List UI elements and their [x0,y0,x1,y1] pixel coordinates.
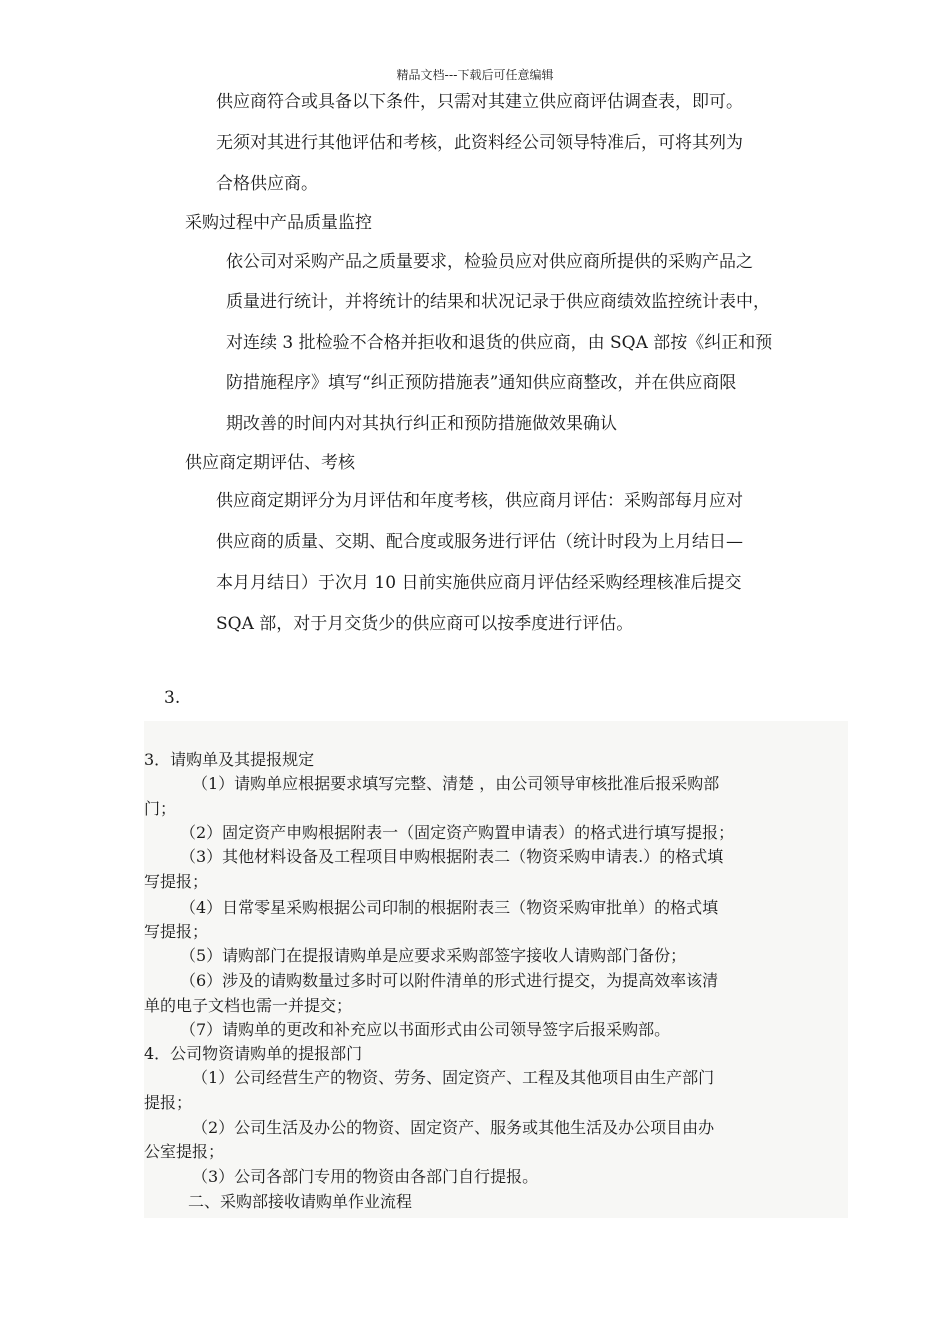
section-heading: 3．请购单及其提报规定 [144,750,315,769]
list-item: （2）公司生活及办公的物资、固定资产、服务或其他生活及办公项目由办 [192,1118,715,1137]
list-item-continuation: 公室提报； [144,1142,225,1161]
section-heading: 二、采购部接收请购单作业流程 [188,1192,413,1211]
shaded-content-block [144,721,848,1218]
list-item: （1）公司经营生产的物资、劳务、固定资产、工程及其他项目由生产部门 [192,1068,715,1087]
list-item-continuation: 单的电子文档也需一并提交； [144,996,353,1015]
paragraph-line: 质量进行统计，并将统计的结果和状况记录于供应商绩效监控统计表中， [226,292,770,312]
section-heading: 供应商定期评估、考核 [185,453,355,473]
list-item: （4）日常零星采购根据公司印制的根据附表三（物资采购审批单）的格式填 [180,898,719,917]
page-header: 精品文档---下载后可任意编辑 [396,68,554,82]
paragraph-line: 本月月结日）于次月 10 日前实施供应商月评估经采购经理核准后提交 [216,573,742,593]
list-item: （1）请购单应根据要求填写完整、清楚 ，由公司领导审核批准后报采购部 [192,774,720,793]
paragraph-line: 供应商定期评分为月评估和年度考核，供应商月评估：采购部每月应对 [216,491,743,511]
paragraph-line: 依公司对采购产品之质量要求，检验员应对供应商所提供的采购产品之 [226,252,753,272]
section-heading: 采购过程中产品质量监控 [185,213,372,233]
list-item: （5）请购部门在提报请购单是应要求采购部签字接收人请购部门备份； [180,946,687,965]
paragraph-line: 期改善的时间内对其执行纠正和预防措施做效果确认 [226,414,617,434]
list-item: （3）公司各部门专用的物资由各部门自行提报。 [192,1167,539,1186]
paragraph-line: SQA 部，对于月交货少的供应商可以按季度进行评估。 [216,614,634,634]
list-item: （6）涉及的请购数量过多时可以附件清单的形式进行提交，为提高效率该清 [180,971,719,990]
list-item-continuation: 写提报； [144,872,209,891]
section-number: 3. [164,688,181,708]
list-item-continuation: 提报； [144,1093,193,1112]
list-item-continuation: 写提报； [144,922,209,941]
list-item: （7）请购单的更改和补充应以书面形式由公司领导签字后报采购部。 [180,1020,671,1039]
list-item: （3）其他材料设备及工程项目申购根据附表二（物资采购申请表.）的格式填 [180,847,724,866]
section-heading: 4．公司物资请购单的提报部门 [144,1044,363,1063]
paragraph-line: 合格供应商。 [216,174,318,194]
list-item-continuation: 门； [144,799,177,818]
paragraph-line: 供应商的质量、交期、配合度或服务进行评估（统计时段为上月结日— [216,532,743,552]
paragraph-line: 防措施程序》填写“纠正预防措施表”通知供应商整改，并在供应商限 [226,373,737,393]
list-item: （2）固定资产申购根据附表一（固定资产购置申请表）的格式进行填写提报； [180,823,735,842]
paragraph-line: 无须对其进行其他评估和考核，此资料经公司领导特准后，可将其列为 [216,133,743,153]
paragraph-line: 对连续 3 批检验不合格并拒收和退货的供应商，由 SQA 部按《纠正和预 [226,333,773,353]
paragraph-line: 供应商符合或具备以下条件，只需对其建立供应商评估调查表，即可。 [216,92,743,112]
